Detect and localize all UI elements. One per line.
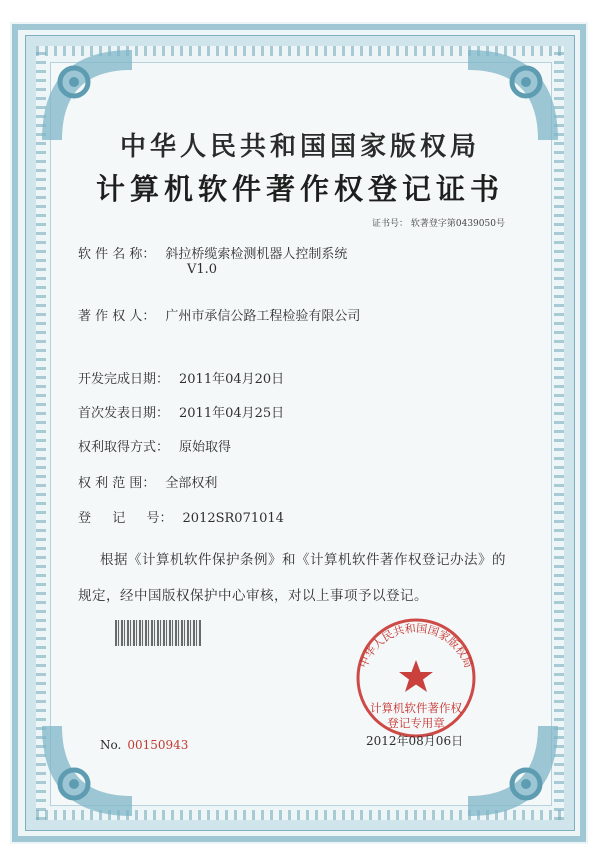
barcode-image xyxy=(115,620,201,646)
serial-label: No. xyxy=(100,738,122,752)
field-label: 权利取得方式： xyxy=(78,440,170,455)
field-publish-date xyxy=(78,402,284,421)
seal-text-line-2: 登记专用章 xyxy=(387,716,445,730)
field-value: 2011年04月25日 xyxy=(179,406,285,421)
field-registration-number xyxy=(78,507,284,526)
certificate-title: 计算机软件著作权登记证书 xyxy=(95,172,504,206)
field-value: 2012SR071014 xyxy=(182,511,284,526)
field-label: 开发完成日期： xyxy=(78,372,170,387)
field-value: V1.0 xyxy=(187,262,218,277)
field-label: 登 记 号： xyxy=(78,511,173,526)
field-value: 原始取得 xyxy=(179,440,232,455)
field-copyright-owner xyxy=(78,305,360,324)
field-value: 全部权利 xyxy=(165,476,218,491)
field-value: 2011年04月20日 xyxy=(179,372,285,387)
field-label: 著 作 权 人： xyxy=(78,309,156,324)
registration-note-line-2: 规定，经中国版权保护中心审核，对以上事项予以登记。 xyxy=(78,588,428,604)
field-value: 广州市承信公路工程检验有限公司 xyxy=(165,309,361,324)
corner-ornament-bottom-left xyxy=(32,716,142,826)
seal-text-line-1: 计算机软件著作权 xyxy=(370,701,462,715)
registration-note-line-1: 根据《计算机软件保护条例》和《计算机软件著作权登记办法》的 xyxy=(100,552,506,568)
serial-number xyxy=(100,738,188,752)
field-value: 斜拉桥缆索检测机器人控制系统 xyxy=(165,247,348,262)
field-label: 软 件 名 称： xyxy=(78,247,156,262)
serial-value: 00150943 xyxy=(127,738,189,752)
seal-date: 2012年08月06日 xyxy=(366,734,464,748)
official-seal xyxy=(336,616,496,740)
certificate-number: 证书号： 软著登字第0439050号 xyxy=(372,219,505,229)
field-label: 首次发表日期： xyxy=(78,406,170,421)
field-software-name xyxy=(78,243,347,262)
field-software-version xyxy=(187,262,217,277)
field-acquisition-method xyxy=(78,436,231,455)
field-label: 权 利 范 围： xyxy=(78,476,156,491)
seal-arc-text: 中华人民共和国国家版权局 xyxy=(356,621,476,670)
field-rights-scope xyxy=(78,472,217,491)
field-completion-date xyxy=(78,368,284,387)
issuer-title: 中华人民共和国国家版权局 xyxy=(119,132,480,162)
